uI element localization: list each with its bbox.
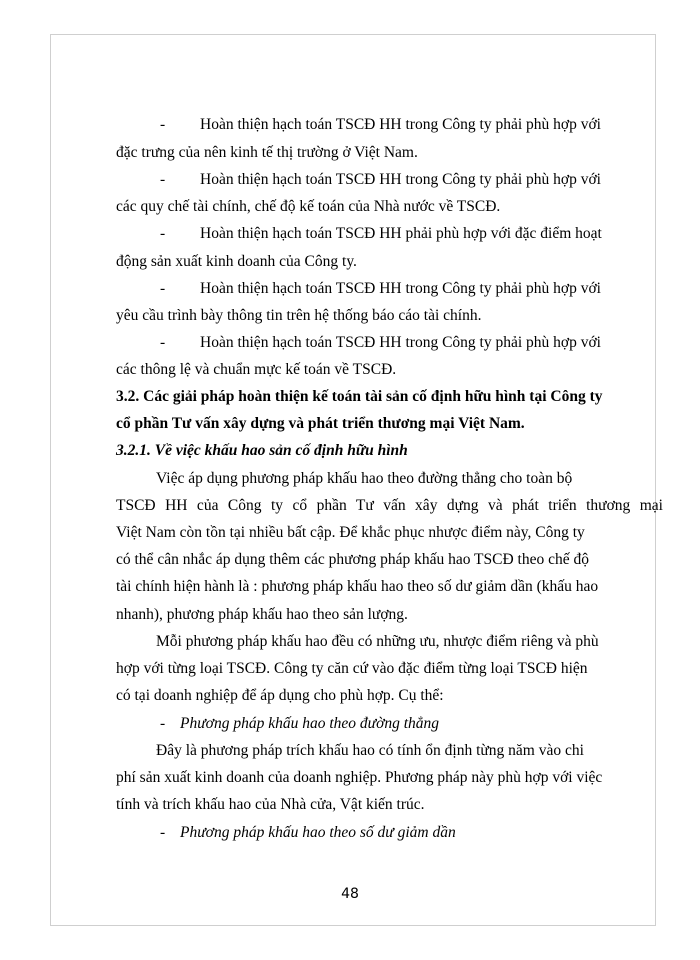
bullet-dash: - xyxy=(160,116,166,133)
item-text: Phương pháp khấu hao theo số dư giảm dần xyxy=(180,824,456,841)
para1-line-1: Việc áp dụng phương pháp khấu hao theo đường thẳng cho toàn bộ xyxy=(156,470,573,487)
para1-line-4: có thể cân nhắc áp dụng thêm các phương pháp khấu hao TSCĐ theo chế độ xyxy=(116,551,589,568)
bullet-3-line-2: động sản xuất kinh doanh của Công ty. xyxy=(116,253,357,270)
bullet-text: Hoàn thiện hạch toán TSCĐ HH trong Công ty phải phù hợp với xyxy=(200,116,601,133)
item-dash: - xyxy=(160,824,166,841)
item-dash: - xyxy=(160,715,166,732)
subsection-heading-3-2-1: 3.2.1. Về việc khấu hao sản cố định hữu hình xyxy=(116,442,408,459)
page-number: 48 xyxy=(341,886,359,902)
bullet-text: Hoàn thiện hạch toán TSCĐ HH trong Công ty phải phù hợp với xyxy=(200,171,601,188)
bullet-text: Hoàn thiện hạch toán TSCĐ HH phải phù hợp với đặc điểm hoạt xyxy=(200,225,602,242)
para1-line-3: Việt Nam còn tồn tại nhiều bất cập. Để khắc phục nhược điểm này, Công ty xyxy=(116,524,585,541)
bullet-dash: - xyxy=(160,334,166,351)
para1-line-6: nhanh), phương pháp khấu hao theo sản lượng. xyxy=(116,606,408,623)
bullet-text: Hoàn thiện hạch toán TSCĐ HH trong Công ty phải phù hợp với xyxy=(200,280,601,297)
bullet-dash: - xyxy=(160,171,166,188)
bullet-text: Hoàn thiện hạch toán TSCĐ HH trong Công ty phải phù hợp với xyxy=(200,334,601,351)
para1-line-5: tài chính hiện hành là : phương pháp khấu hao theo số dư giảm dần (khấu hao xyxy=(116,578,599,595)
para3-line-2: phí sản xuất kinh doanh của doanh nghiệp. Phương pháp này phù hợp với việc xyxy=(116,769,603,786)
bullet-dash: - xyxy=(160,225,166,242)
section-heading-3-2-line-2: cổ phần Tư vấn xây dựng và phát triển thương mại Việt Nam. xyxy=(116,415,525,432)
para2-line-2: hợp với từng loại TSCĐ. Công ty căn cứ vào đặc điểm từng loại TSCĐ hiện xyxy=(116,660,588,677)
bullet-5-line-2: các thông lệ và chuẩn mực kế toán về TSCĐ. xyxy=(116,361,397,378)
bullet-4-line-2: yêu cầu trình bày thông tin trên hệ thống báo cáo tài chính. xyxy=(116,307,482,324)
para2-line-1: Mỗi phương pháp khấu hao đều có những ưu, nhược điểm riêng và phù xyxy=(156,633,599,650)
para2-line-3: có tại doanh nghiệp để áp dụng cho phù hợp. Cụ thể: xyxy=(116,687,444,704)
para3-line-3: tính và trích khấu hao của Nhà cửa, Vật kiến trúc. xyxy=(116,796,425,813)
section-heading-3-2-line-1: 3.2. Các giải pháp hoàn thiện kế toán tài sản cố định hữu hình tại Công ty xyxy=(116,388,603,405)
item-text: Phương pháp khấu hao theo đường thẳng xyxy=(180,715,440,732)
bullet-1-line-2: đặc trưng của nên kinh tế thị trường ở Việt Nam. xyxy=(116,144,418,161)
bullet-dash: - xyxy=(160,280,166,297)
para1-line-2: TSCĐ HH của Công ty cổ phần Tư vấn xây dựng và phát triển thương mại xyxy=(116,497,663,514)
bullet-2-line-2: các quy chế tài chính, chế độ kế toán của Nhà nước về TSCĐ. xyxy=(116,198,501,215)
para3-line-1: Đây là phương pháp trích khấu hao có tính ổn định từng năm vào chi xyxy=(156,742,584,759)
